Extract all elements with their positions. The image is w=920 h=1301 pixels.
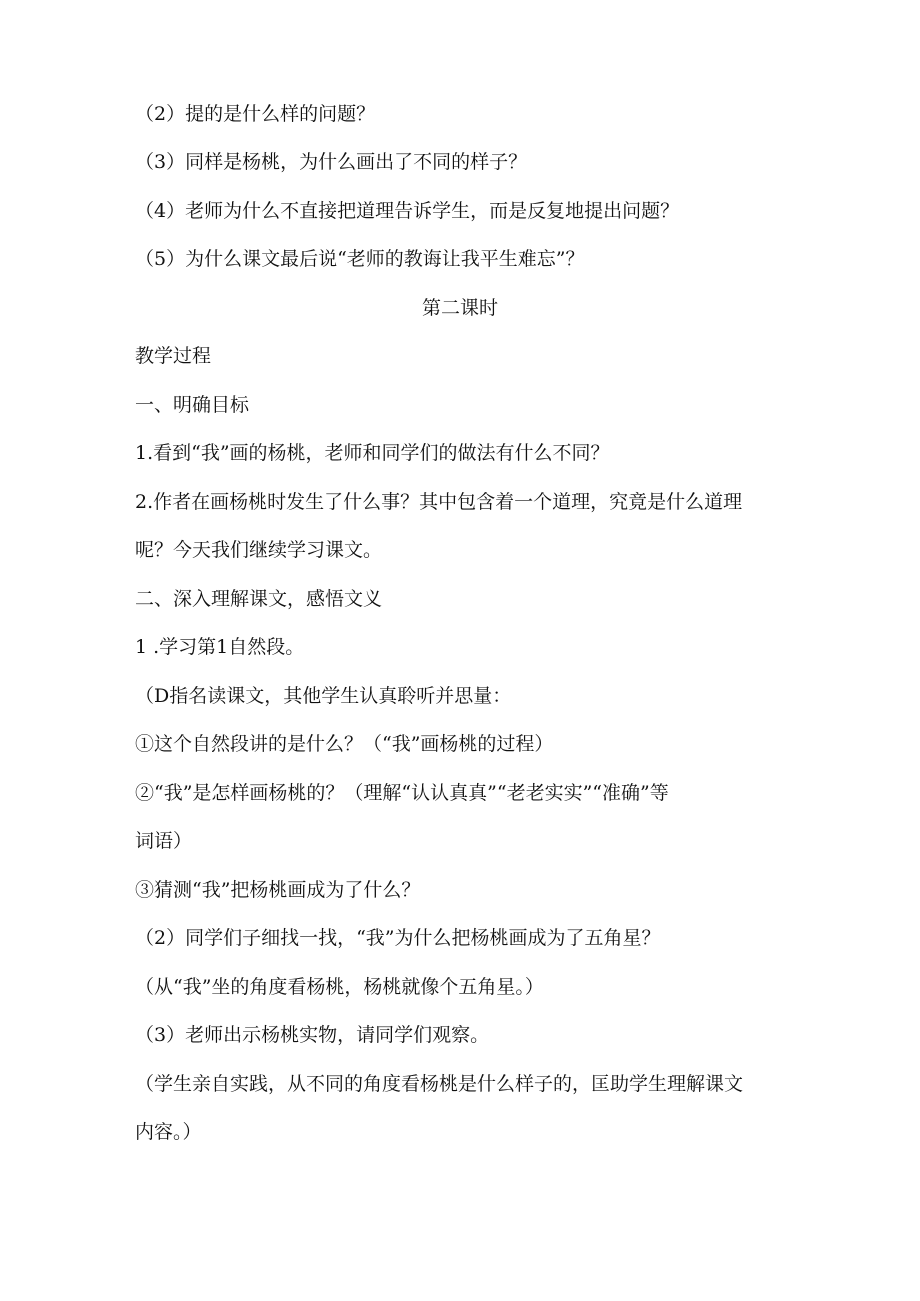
- step-1-sub-1: （D指名读课文，其他学生认真聆听并思量：: [135, 685, 512, 707]
- circle-item-2: ②“我”是怎样画杨桃的？（理解“认认真真”“老老实实”“准确”等: [135, 782, 669, 804]
- question-5: （5）为什么课文最后说“老师的教诲让我平生难忘”？: [135, 248, 585, 270]
- goal-item-1: 1.看到“我”画的杨桃，老师和同学们的做法有什么不同？: [135, 442, 610, 464]
- step-1-sub-3-note: （学生亲自实践，从不同的角度看杨桃是什么样子的，匡助学生理解课文: [135, 1073, 744, 1095]
- goal-item-2-cont: 呢？今天我们继续学习课文。: [135, 539, 383, 561]
- goal-item-2: 2.作者在画杨桃时发生了什么事？其中包含着一个道理，究竟是什么道理: [135, 491, 743, 513]
- question-2: （2）提的是什么样的问题？: [135, 103, 376, 125]
- question-4: （4）老师为什么不直接把道理告诉学生，而是反复地提出问题？: [135, 200, 680, 222]
- step-1: 1 .学习第1自然段。: [135, 636, 305, 658]
- circle-item-1: ①这个自然段讲的是什么？（“我”画杨桃的过程）: [135, 733, 554, 755]
- step-1-sub-2-answer: （从“我”坐的角度看杨桃，杨桃就像个五角星。）: [135, 976, 544, 998]
- circle-item-2-cont: 词语）: [135, 830, 193, 852]
- circle-item-3: ③猜测“我”把杨桃画成为了什么？: [135, 879, 421, 901]
- question-3: （3）同样是杨桃，为什么画出了不同的样子？: [135, 151, 528, 173]
- heading-goals: 一、明确目标: [135, 394, 250, 416]
- step-1-sub-2: （2）同学们子细找一找，“我”为什么把杨桃画成为了五角星？: [135, 927, 661, 949]
- section-title: 第二课时: [421, 297, 498, 319]
- heading-understanding: 二、深入理解课文，感悟文义: [135, 588, 383, 610]
- heading-teaching-process: 教学过程: [135, 345, 212, 367]
- step-1-sub-3-note-cont: 内容。）: [135, 1121, 202, 1143]
- step-1-sub-3: （3）老师出示杨桃实物，请同学们观察。: [135, 1024, 490, 1046]
